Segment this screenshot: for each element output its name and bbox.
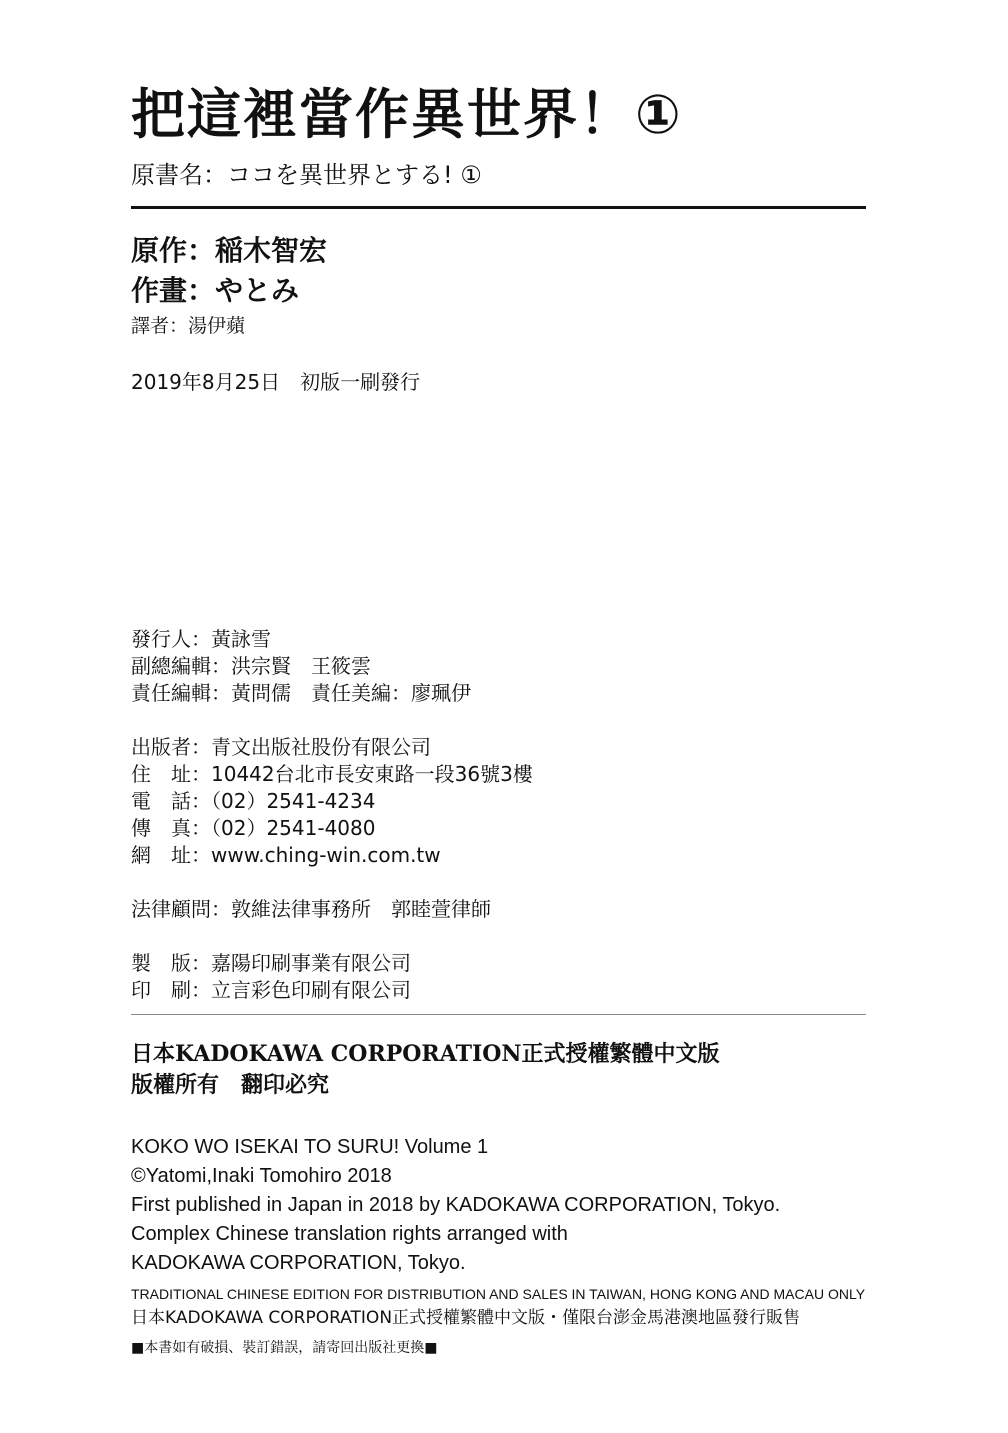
staff-publisher-person: 發行人：黃詠雪 [131, 627, 271, 651]
english-copyright: ©Yatomi,Inaki Tomohiro 2018 [131, 1165, 392, 1187]
publisher-name: 出版者：青文出版社股份有限公司 [131, 735, 431, 759]
distribution-english: TRADITIONAL CHINESE EDITION FOR DISTRIBUTION AND SALES IN TAIWAN, HONG KONG AND MACAU ONLY [131, 1286, 866, 1302]
staff-editors: 責任編輯：黃問儒 責任美編：廖珮伊 [131, 681, 471, 705]
rights-divider [131, 1014, 866, 1015]
plate-making: 製 版：嘉陽印刷事業有限公司 [131, 951, 411, 975]
original-title: 原書名：ココを異世界とする! ① [131, 161, 482, 189]
english-title: KOKO WO ISEKAI TO SURU! Volume 1 [131, 1136, 489, 1158]
original-author: 原作：稲木智宏 [131, 234, 328, 267]
translator: 譯者：湯伊蘋 [131, 315, 246, 337]
copyright-reserved: 版權所有 翻印必究 [131, 1072, 330, 1098]
distribution-chinese: 日本KADOKAWA CORPORATION正式授權繁體中文版・僅限台澎金馬港澳地區發行販售 [131, 1308, 801, 1328]
title-divider [131, 206, 866, 209]
english-corporation: KADOKAWA CORPORATION, Tokyo. [131, 1252, 466, 1274]
publisher-address: 住 址：10442台北市長安東路一段36號3樓 [131, 762, 533, 786]
edition-date: 2019年8月25日 初版一刷發行 [131, 370, 421, 394]
replacement-notice: ■本書如有破損、裝訂錯誤，請寄回出版社更換■ [131, 1340, 438, 1356]
publisher-fax: 傳 真：（02）2541-4080 [131, 816, 376, 840]
printing-company: 印 刷：立言彩色印刷有限公司 [131, 978, 411, 1002]
english-first-published: First published in Japan in 2018 by KADOKAWA CORPORATION, Tokyo. [131, 1194, 781, 1216]
legal-counsel: 法律顧問：敦維法律事務所 郭睦萱律師 [131, 897, 491, 921]
artist: 作畫：やとみ [131, 274, 300, 307]
authorization-statement: 日本KADOKAWA CORPORATION正式授權繁體中文版 [131, 1041, 720, 1067]
publisher-website: 網 址：www.ching-win.com.tw [131, 843, 441, 867]
english-translation-rights: Complex Chinese translation rights arranged with [131, 1223, 568, 1245]
staff-deputy-editor: 副總編輯：洪宗賢 王筱雲 [131, 654, 371, 678]
publisher-phone: 電 話：（02）2541-4234 [131, 789, 376, 813]
book-title: 把這裡當作異世界！① [131, 83, 683, 146]
